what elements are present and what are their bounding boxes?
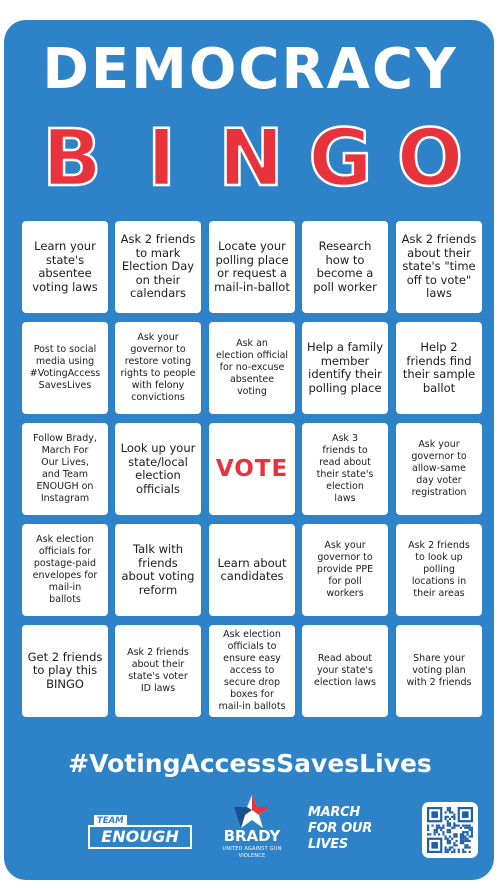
bingo-cell[interactable]: [209, 524, 295, 616]
bingo-cell[interactable]: [209, 625, 295, 717]
qr-code-icon[interactable]: [422, 802, 478, 858]
bingo-cell[interactable]: [22, 322, 108, 414]
cell-text: Ask 2 friends about their state's voter ID laws: [127, 647, 189, 694]
bingo-cell[interactable]: [302, 625, 388, 717]
bingo-cell[interactable]: [396, 524, 482, 616]
bingo-cell[interactable]: [22, 625, 108, 717]
brady-star-icon: [232, 794, 272, 830]
team-enough-logo[interactable]: [88, 815, 192, 849]
bingo-cell[interactable]: [115, 423, 201, 515]
cell-text: Help 2 friends find their sample ballot: [402, 340, 476, 395]
bingo-cell[interactable]: [209, 221, 295, 313]
cell-text: Get 2 friends to play this BINGO: [27, 649, 103, 691]
bingo-cell[interactable]: [302, 524, 388, 616]
cell-text: Talk with friends about voting reform: [121, 542, 195, 597]
bingo-letter-g: G: [308, 114, 373, 204]
bingo-cell[interactable]: [115, 221, 201, 313]
bingo-cell[interactable]: [22, 221, 108, 313]
bingo-cell[interactable]: [115, 322, 201, 414]
cell-text: Ask your governor to provide PPE for poll workers: [316, 540, 374, 599]
cell-text: Research how to become a poll worker: [313, 239, 377, 294]
cell-text: Ask 3 friends to read about their state's election laws: [316, 433, 374, 504]
cell-text: Locate your polling place or request a mail-in-ballot: [214, 239, 290, 294]
cell-text: Help a family member identify their polling place: [306, 340, 384, 395]
march-line-1: MARCH: [308, 805, 360, 820]
brady-logo[interactable]: [212, 794, 292, 860]
cell-text: Ask your governor to allow-same day voter registration: [411, 439, 467, 498]
bingo-cell[interactable]: [396, 221, 482, 313]
cell-text: Ask your governor to restore voting rights to people with felony convictions: [120, 332, 196, 403]
cell-text: Ask election officials for postage-paid envelopes for mail-in ballots: [32, 534, 98, 605]
hashtag: #VotingAccessSavesLives: [68, 749, 432, 778]
cell-text: Post to social media using #VotingAccess SavesLives: [29, 344, 101, 391]
qr-code-graphic: [427, 807, 473, 853]
cell-text: Look up your state/local election officials: [120, 441, 196, 496]
team-enough-top: TEAM: [94, 815, 127, 827]
bingo-cell[interactable]: [22, 423, 108, 515]
brady-tagline: UNITED AGAINST GUN VIOLENCE: [222, 846, 282, 859]
bingo-letter-b: B: [42, 114, 102, 204]
march-line-3: LIVES: [308, 837, 348, 852]
bingo-cell[interactable]: [302, 423, 388, 515]
vote-label: VOTE: [215, 456, 289, 482]
cell-text: Follow Brady, March For Our Lives, and Team ENOUGH on Instagram: [33, 433, 97, 504]
team-enough-main: ENOUGH: [88, 825, 192, 849]
bingo-letter-i: I: [146, 114, 177, 204]
bingo-cell[interactable]: [22, 524, 108, 616]
march-for-our-lives-logo[interactable]: [308, 805, 384, 859]
bingo-cell[interactable]: [115, 625, 201, 717]
march-line-2: FOR OUR: [308, 821, 372, 836]
cell-text: Ask 2 friends to mark Election Day on their calendars: [120, 232, 196, 301]
bingo-letter-n: N: [218, 114, 284, 204]
cell-text: Ask an election official for no-excuse absentee voting: [215, 338, 289, 397]
bingo-cell[interactable]: [396, 625, 482, 717]
brady-name: BRADY: [223, 827, 281, 845]
bingo-letter-o: O: [396, 114, 464, 204]
vote-free-space[interactable]: [209, 423, 295, 515]
cell-text: Ask 2 friends about their state's "time off to vote" laws: [401, 232, 477, 301]
cell-text: Share your voting plan with 2 friends: [406, 653, 472, 688]
cell-text: Ask 2 friends to look up polling locations in their areas: [408, 540, 470, 599]
bingo-cell[interactable]: [209, 322, 295, 414]
cell-text: Read about your state's election laws: [314, 653, 376, 688]
bingo-cell[interactable]: [396, 423, 482, 515]
bingo-cell[interactable]: [302, 221, 388, 313]
bingo-cell[interactable]: [115, 524, 201, 616]
bingo-cell[interactable]: [302, 322, 388, 414]
bingo-grid: [22, 221, 482, 719]
cell-text: Learn about candidates: [217, 555, 287, 583]
bingo-cell[interactable]: [396, 322, 482, 414]
cell-text: Ask election officials to ensure easy access to secure drop boxes for mail-in ballots: [218, 629, 286, 712]
cell-text: Learn your state's absentee voting laws: [32, 239, 98, 294]
page-title: DEMOCRACY: [42, 37, 458, 102]
bingo-heading: [36, 114, 466, 204]
